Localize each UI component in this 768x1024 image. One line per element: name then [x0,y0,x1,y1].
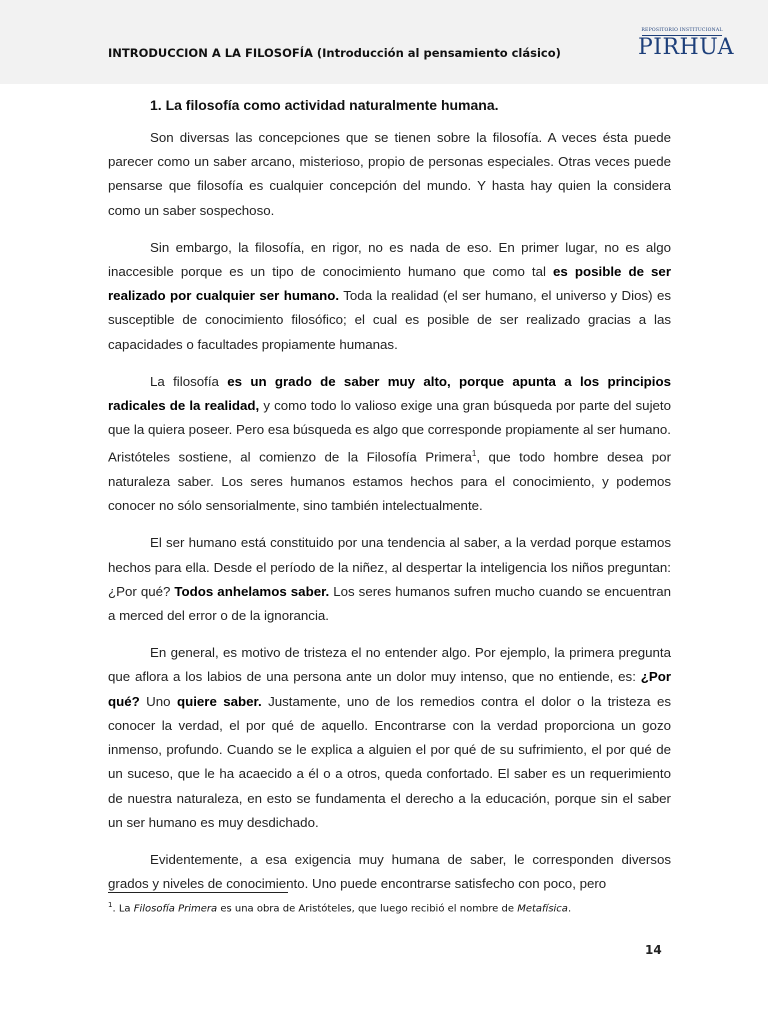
paragraph-1 [108,126,671,223]
footnote [108,901,708,914]
header-title: INTRODUCCION A LA FILOSOFÍA (Introducción al pensamiento clásico) [108,46,561,60]
paragraph-3 [108,370,671,519]
p2-bold: es posible de ser realizado por cualquier ser humano. [108,264,672,304]
p2-text-c: Toda la realidad (el ser humano, el universo y Dios) es susceptible de conocimiento filosófico; el cual es posible de ser realizado gracias a las capacidades o facultades propiamente humanas. [108,288,671,352]
p2-text-a: Sin embargo, la filosofía, en rigor, no es nada de eso. En primer lugar, no es algo inaccesible porque es un tipo de conocimiento humano que como tal [108,239,671,280]
paragraph-4 [108,531,671,628]
body-text [108,126,671,909]
p3-text-d: , que todo hombre desea por naturaleza saber. Los seres humanos estamos hechos para el conocimiento, y podemos conocer no sólo sensorialmente, sino también intelectualmente. [108,449,672,514]
footnote-ref: 1 [471,449,477,459]
p6-text: Evidentemente, a esa exigencia muy humana de saber, le corresponden diversos grados y niveles de conocimiento. Uno puede encontrarse satisfecho con poco, pero [108,851,671,892]
footnote-text-c: es una obra de Aristóteles, que luego recibió el nombre de [217,903,518,915]
paragraph-5 [108,641,671,835]
p3-text-c: y como todo lo valioso exige una gran búsqueda por parte del sujeto que la quiera poseer. Pero esa búsqueda es algo que corresponde propiamente al ser humano. Aristóteles sostiene, al comienzo de la Filosofía Primera [108,398,672,465]
paragraph-2 [108,236,671,357]
footnote-italic-b: Metafísica [517,903,568,915]
logo-repo-text: REPOSITORIO INSTITUCIONAL [641,28,723,33]
p4-bold: Todos anhelamos saber. [174,583,330,599]
logo-brand-text: PIRHUA [638,35,734,60]
p1-text: Son diversas las concepciones que se tienen sobre la filosofía. A veces ésta puede parecer como un saber arcano, misterioso, propio de personas especiales. Otras veces puede pensarse que filosofía es cualquier concepción del mundo. Y hasta hay quien la considera como un saber sospechoso. [108,130,671,218]
p5-text-c: Uno [139,693,177,709]
section-title: 1. La filosofía como actividad naturalmente humana. [150,97,499,113]
page-number: 14 [645,943,662,957]
footnote-text-e: . [567,903,572,915]
pirhua-logo [638,28,734,68]
p5-bold-a: ¿Por qué? [108,669,671,709]
p4-text-c: Los seres humanos sufren mucho cuando se encuentran a merced del error o de la ignorancia. [108,583,671,624]
footnote-separator [108,892,288,893]
p5-text-a: En general, es motivo de tristeza el no entender algo. Por ejemplo, la primera pregunta que aflora a los labios de una persona ante un dolor muy intenso, que no entiende, es: [108,645,671,685]
footnote-text-a: . La [112,903,134,915]
p3-bold: es un grado de saber muy alto, porque apunta a los principios radicales de la realidad, [108,373,671,414]
p3-text-a: La filosofía [150,373,228,389]
footnote-italic-a: Filosofía Primera [133,903,218,915]
footnote-marker: 1 [108,901,113,909]
paragraph-6 [108,848,671,896]
p5-bold-b: quiere saber. [176,693,262,709]
p5-text-e: Justamente, uno de los remedios contra el dolor o la tristeza es conocer la verdad, el por qué de aquello. Encontrarse con la verdad proporciona un gozo inmenso, profundo. Cuando se le explica a alguien el por qué de su sufrimiento, el por qué de un suceso, que le ha acaecido a él o a otros, queda confortado. El saber es un requerimiento de nuestra naturaleza, en esto se fundamenta el derecho a la educación, porque sin el saber un ser humano es muy desdichado. [108,693,671,830]
p4-text-a: El ser humano está constituido por una tendencia al saber, a la verdad porque estamos hechos para ella. Desde el período de la niñez, al despertar la inteligencia los niños preguntan: ¿Por qué? [108,535,671,599]
